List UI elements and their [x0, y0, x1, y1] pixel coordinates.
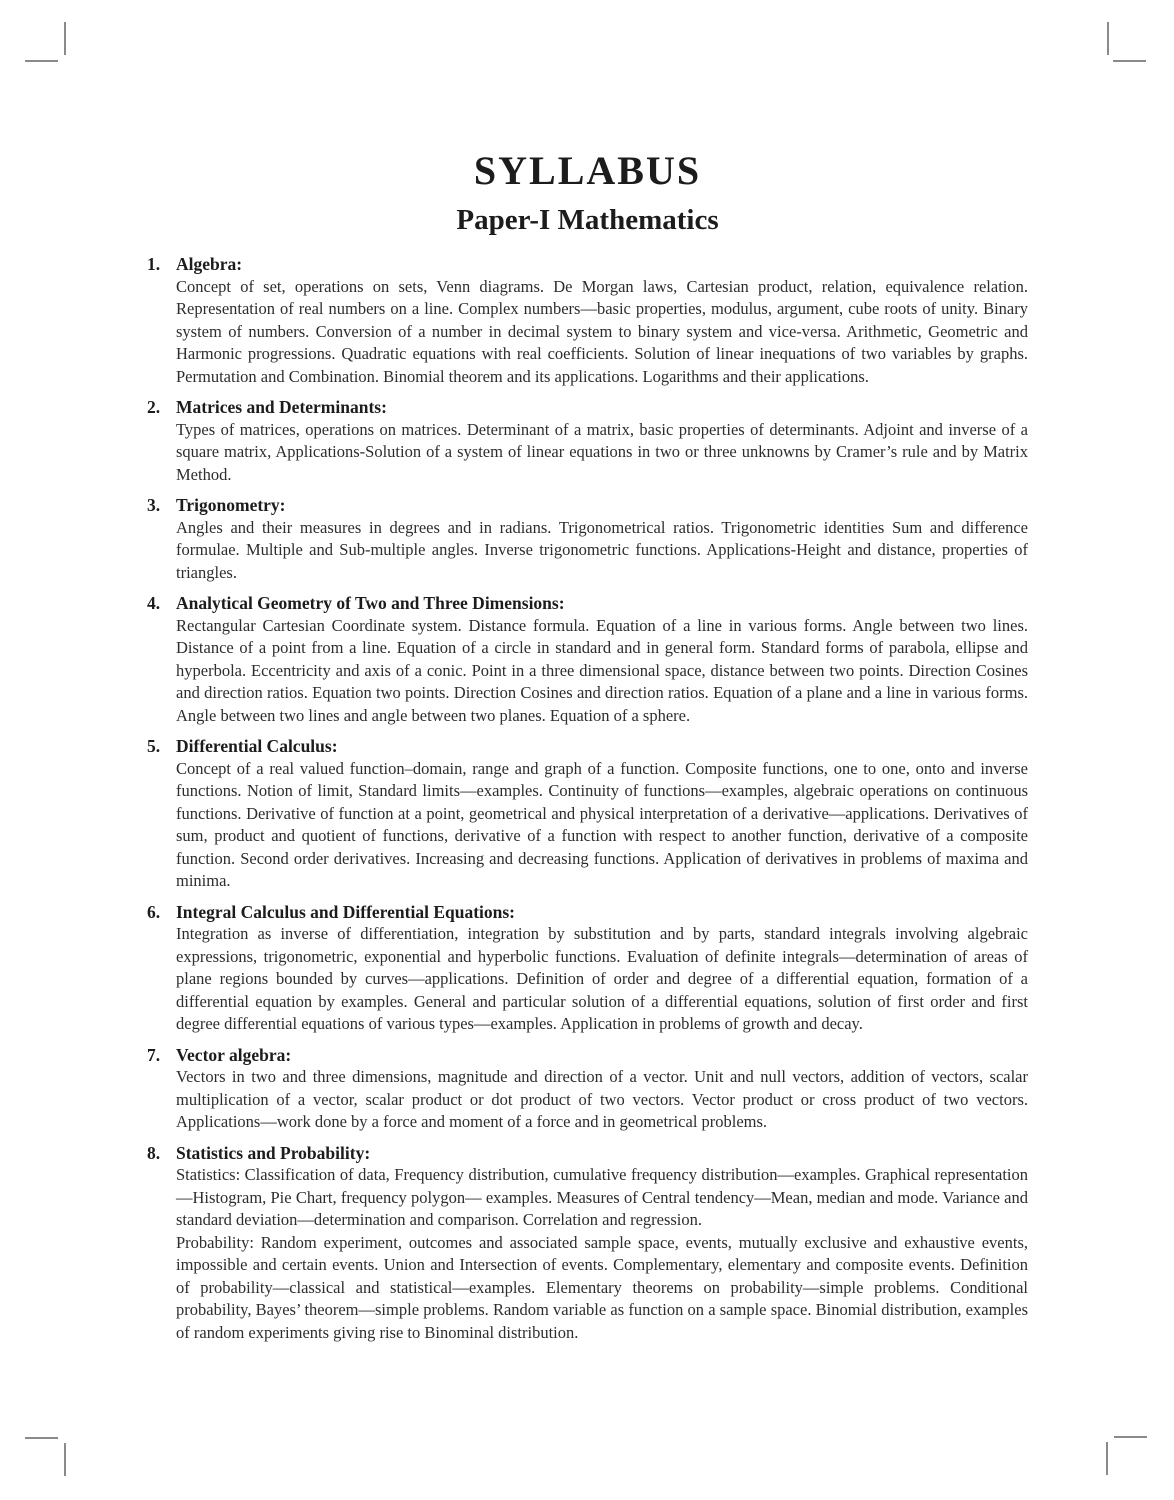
section-paragraph: Probability: Random experiment, outcomes and associated sample space, events, mutually exclusive and exhaustive events, impossible and certain events. Union and Intersection of events. Complementary, elementary and composite events. Definition of probability—classical and statistical—examples. Elementary theorems on probability—simple problems. Conditional probability, Bayes’ theorem—simple problems. Random variable as function on a sample space. Binomial distribution, examples of random experiments giving rise to Binominal distribution.: [176, 1232, 1028, 1342]
section-heading: Differential Calculus:: [176, 736, 338, 756]
section-heading: Trigonometry:: [176, 495, 286, 515]
section-heading: Matrices and Determinants:: [176, 397, 387, 417]
syllabus-section: [147, 396, 1028, 486]
section-number: 1.: [147, 254, 161, 274]
syllabus-section: [147, 901, 1028, 1036]
crop-mark-top-left-vertical: [64, 22, 66, 55]
section-heading: Integral Calculus and Differential Equations:: [176, 901, 516, 922]
syllabus-section: [147, 1044, 1028, 1134]
section-paragraph: Types of matrices, operations on matrices. Determinant of a matrix, basic properties of determinants. Adjoint and inverse of a square matrix, Applications-Solution of a system of linear equations in two or three unknowns by Cramer’s rule and by Matrix Method.: [176, 419, 1028, 484]
crop-mark-top-right-horizontal: [1113, 60, 1146, 62]
section-heading: Algebra:: [176, 254, 243, 274]
section-heading: Vector algebra:: [176, 1044, 292, 1065]
content-area: [147, 146, 1028, 1344]
page-title: SYLLABUS: [473, 148, 702, 193]
section-paragraph: Concept of a real valued function–domain, range and graph of a function. Composite functions, one to one, onto and inverse functions. Notion of limit, Standard limits—examples. Continuity of functions—examples, algebraic operations on continuous functions. Derivative of function at a point, geometrical and physical interpretation of a derivative—applications. Derivatives of sum, product and quotient of functions, derivative of a function with respect to another function, derivative of a composite function. Second order derivatives. Increasing and decreasing functions. Application of derivatives in problems of maxima and minima.: [176, 758, 1028, 890]
crop-mark-bottom-left-horizontal: [25, 1437, 58, 1439]
syllabus-section: [147, 592, 1028, 727]
crop-mark-bottom-left-vertical: [64, 1443, 66, 1476]
section-number: 8.: [147, 1142, 161, 1163]
section-number: 5.: [147, 736, 161, 756]
section-paragraph: Statistics: Classification of data, Frequency distribution, cumulative frequency distribution—examples. Graphical representation—Histogram, Pie Chart, frequency polygon— examples. Measures of Central tendency—Mean, median and mode. Variance and standard deviation—determination and comparison. Correlation and regression.: [176, 1165, 1028, 1229]
crop-mark-top-right-vertical: [1107, 22, 1109, 55]
section-paragraph: Concept of set, operations on sets, Venn diagrams. De Morgan laws, Cartesian product, relation, equivalence relation. Representation of real numbers on a line. Complex numbers—basic properties, modulus, argument, cube roots of unity. Binary system of numbers. Conversion of a number in decimal system to binary system and vice-versa. Arithmetic, Geometric and Harmonic progressions. Quadratic equations with real coefficients. Solution of linear inequations of two variables by graphs. Permutation and Combination. Binomial theorem and its applications. Logarithms and their applications.: [176, 276, 1028, 386]
syllabus-section: [147, 253, 1028, 388]
section-paragraph: Rectangular Cartesian Coordinate system. Distance formula. Equation of a line in various forms. Angle between two lines. Distance of a point from a line. Equation of a circle in standard and in general form. Standard forms of parabola, ellipse and hyperbola. Eccentricity and axis of a conic. Point in a three dimensional space, distance between two points. Direction Cosines and direction ratios. Equation two points. Direction Cosines and direction ratios. Equation of a plane and a line in various forms. Angle between two lines and angle between two planes. Equation of a sphere.: [176, 615, 1028, 725]
section-number: 4.: [147, 593, 161, 613]
section-heading: Analytical Geometry of Two and Three Dimensions:: [176, 593, 565, 613]
section-paragraph: Angles and their measures in degrees and in radians. Trigonometrical ratios. Trigonometric identities Sum and difference formulae. Multiple and Sub-multiple angles. Inverse trigonometric functions. Applications-Height and distance, properties of triangles.: [176, 517, 1028, 582]
syllabus-section: [147, 494, 1028, 584]
section-paragraph: Vectors in two and three dimensions, magnitude and direction of a vector. Unit and null vectors, addition of vectors, scalar multiplication of a vector, scalar product or dot product of two vectors. Vector product or cross product of two vectors. Applications—work done by a force and moment of a force and in geometrical problems.: [176, 1067, 1028, 1131]
syllabus-section: [147, 1142, 1028, 1345]
section-number: 3.: [147, 495, 161, 515]
crop-mark-bottom-right-horizontal: [1114, 1436, 1147, 1438]
crop-mark-top-left-horizontal: [25, 60, 58, 62]
syllabus-sections-list: [147, 253, 1028, 1344]
syllabus-section: [147, 735, 1028, 893]
page-subtitle: Paper-I Mathematics: [456, 204, 719, 236]
section-number: 6.: [147, 901, 161, 922]
crop-mark-bottom-right-vertical: [1106, 1442, 1108, 1475]
section-number: 7.: [147, 1044, 161, 1065]
section-heading: Statistics and Probability:: [176, 1142, 371, 1163]
section-number: 2.: [147, 397, 161, 417]
section-paragraph: Integration as inverse of differentiation, integration by substitution and by parts, standard integrals involving algebraic expressions, trigonometric, exponential and hyperbolic functions. Evaluation of definite integrals—determination of areas of plane regions bounded by curves—applications. Definition of order and degree of a differential equation, formation of a differential equation by examples. General and particular solution of a differential equations, solution of first order and first degree differential equations of various types—examples. Application in problems of growth and decay.: [176, 924, 1028, 1033]
